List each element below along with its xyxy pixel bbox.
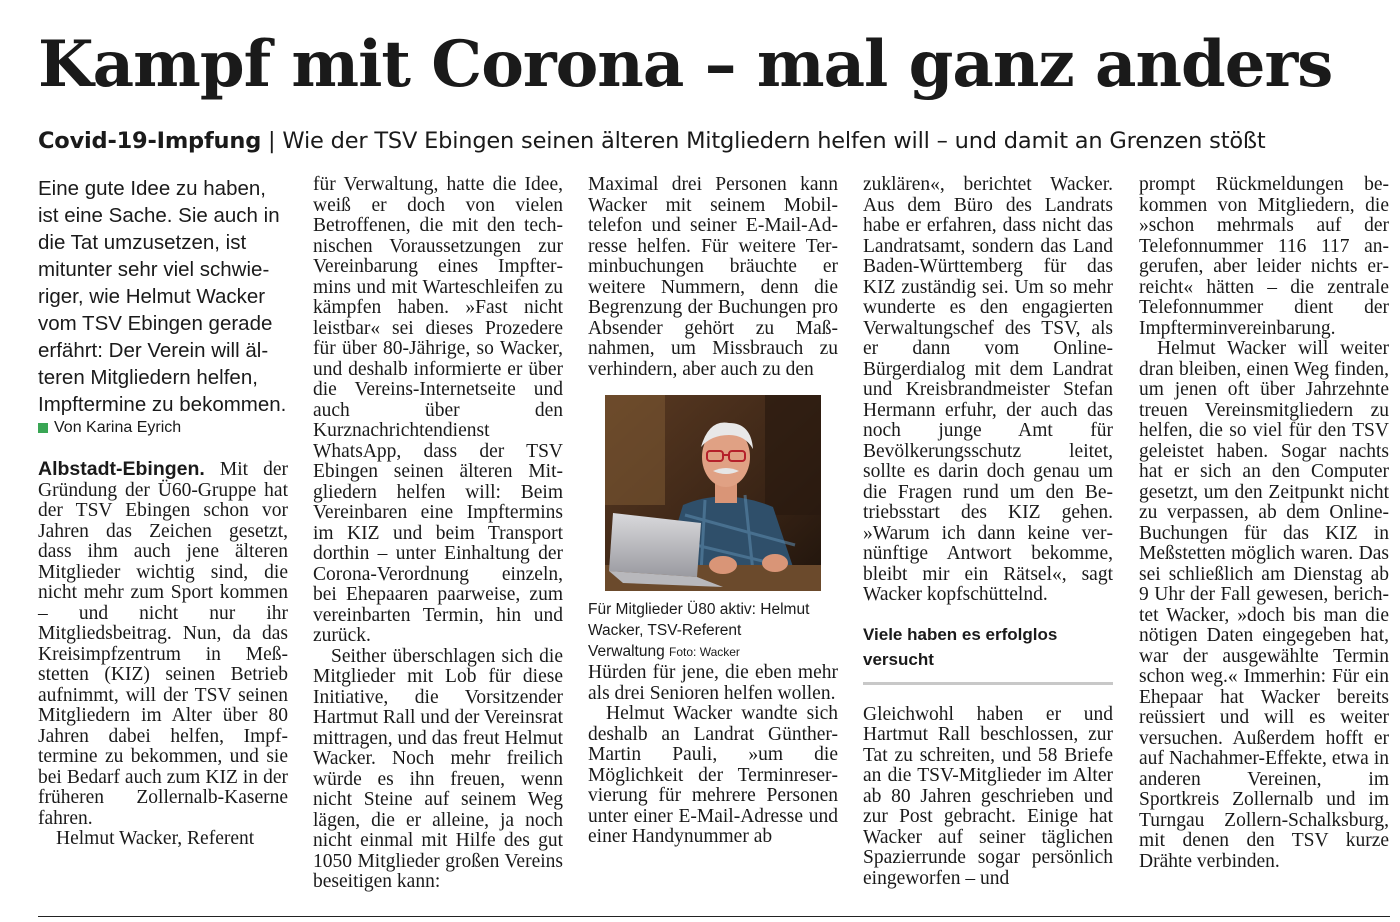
body-paragraph: Helmut Wacker wandte sich deshalb an Landrat Günther-Martin Pauli, »um die Möglichkeit der Terminreservierung für mehrere Personen unter einer E-Mail-Adresse und einer Handynummer ab — [588, 703, 838, 847]
bottom-rule — [38, 916, 1390, 917]
lead-paragraph: Eine gute Idee zu haben, ist eine Sache. Sie auch in die Tat umzusetzen, ist mitunter sehr viel schwieriger, wie Helmut Wacker vom TSV Ebingen gerade erfährt: Der Verein will älteren Mitgliedern helfen, Impftermine zu bekommen. — [38, 177, 287, 416]
photo — [605, 395, 821, 591]
column-1 — [38, 175, 288, 850]
caption-text: Für Mitglieder Ü80 aktiv: Helmut Wacker, TSV-Referent Verwaltung — [588, 601, 810, 660]
subheading-rule — [863, 682, 1113, 685]
subline-text: Wie der TSV Ebingen seinen älteren Mitgliedern helfen will – und damit an Grenzen stößt — [282, 128, 1266, 154]
photo-credit: Foto: Wacker — [669, 645, 740, 659]
headline: Kampf mit Corona – mal ganz anders — [38, 27, 1333, 102]
body-paragraph: Helmut Wacker will weiter dran bleiben, einen Weg finden, um jenen oft über Jahrzehnte treuen Vereinsmitgliedern zu helfen, die so viel für den TSV geleistet haben. Sogar nachts hat er sich an den Computer gesetzt, um den Zeitpunkt nicht zu verpassen, ab dem Online-Buchungen für das KIZ in Meßstetten möglich waren. Das sei schließlich am Dienstag ab 9 Uhr der Fall gewesen, berichtet Wacker, »doch bis man die nötigen Daten eingegeben hat, war der ausgewählte Termin schon weg.« Immerhin: Für ein Ehepaar hat Wacker bereits reüssiert und will es weiter versuchen. Außerdem hofft er auf Nachahmer-Effekte, etwa in anderen Vereinen, im Sportkreis Zollernalb und im Turngau Zollern-Schalksburg, mit denen den TSV kurze Drähte verbinden. — [1139, 338, 1389, 872]
dateline: Albstadt-Ebingen. — [38, 458, 205, 480]
byline-author: Von Karina Eyrich — [54, 419, 182, 436]
subheading: Viele haben es erfolglos versucht — [863, 624, 1058, 669]
column-3 — [588, 175, 838, 848]
green-square-icon — [38, 423, 48, 433]
subline-separator: | — [261, 128, 283, 154]
column-4 — [863, 175, 1113, 889]
body-paragraph: zuklären«, berichtet Wacker. Aus dem Büro des Landrats habe er erfahren, dass nicht das Landratsamt, sondern das Land Baden-Württemberg für das KIZ zuständig sei. Um so mehr wunderte es den engagierten Verwaltungschef des TSV, als er dann vom Online-Bürgerdialog mit dem Landrat und Kreisbrandmeister Stefan Hermann erfuhr, der auch das noch junge Amt für Bevölkerungsschutz leitet, sollte es darin doch genau um die Fragen rund um den Betriebsstart des KIZ gehen. »Warum ich dann keine vernünftige Antwort bekomme, bleibt mir ein Rätsel«, sagt Wacker kopfschüttelnd. — [863, 174, 1113, 605]
body-paragraph: Hürden für jene, die eben mehr als drei Senioren helfen wollen. — [588, 662, 838, 704]
body-text: Mit der Gründung der Ü60-Gruppe hat der TSV Ebingen schon vor Jahren das Zeichen gesetzt, dass ihm auch jene älteren Mitglieder wichtig sind, die nicht mehr zum Sport kommen – und nicht nur ihr Mitgliedsbeitrag. Nun, da das Kreisimpfzentrum in Meßstetten (KIZ) seinen Betrieb aufnimmt, will der TSV seinen Mitgliedern im Alter über 80 Jahren dabei helfen, Impftermine zu bekommen, und sie bei Bedarf auch zum KIZ in der früheren Zollernalb-Kaserne fahren. — [38, 459, 288, 829]
column-2 — [313, 175, 563, 893]
body-paragraph: Seither überschlagen sich die Mitglieder mit Lob für diese Initiative, die Vorsitzender Hartmut Rall und der Vereinsrat mittragen, und das freut Helmut Wacker. Noch mehr freilich würde es ihn freuen, wenn nicht Steine auf seinem Weg lägen, die er alleine, ja noch nicht einmal mit Hilfe des gut 1050 Mitglieder großen Vereins beseitigen kann: — [313, 645, 563, 892]
body-paragraph: Gleichwohl haben er und Hartmut Rall beschlossen, zur Tat zu schreiten, und 58 Briefe an die TSV-Mitglieder im Alter ab 80 Jahren geschrieben und zur Post gebracht. Einige hat Wacker auf seiner täglichen Spazierrunde sogar persönlich eingeworfen – und — [863, 703, 1113, 889]
body-paragraph: Maximal drei Personen kann Wacker mit seinem Mobiltelefon und seiner E-Mail-Adresse helfen. Für weitere Terminbuchungen bräuchte er weitere Nummern, denn die Begrenzung der Buchungen pro Absender gehört zu Maßnahmen, um Missbrauch zu verhindern, aber auch zu den — [588, 174, 838, 380]
byline — [38, 418, 288, 438]
subline — [38, 124, 1383, 158]
photo-caption — [588, 599, 818, 663]
body-paragraph: für Verwaltung, hatte die Idee, weiß er doch von vielen Betroffenen, die mit den technischen Voraussetzungen zur Vereinbarung eines Impftermins und mit Warteschleifen zu kämpfen haben. »Fast nicht leistbar« sei dieses Prozedere für über 80-Jährige, so Wacker, und deshalb informierte er über die Vereins-Internetseite und auch über den Kurznachrichtendienst WhatsApp, dass der TSV Ebingen seinen älteren Mitgliedern helfen will: Beim Vereinbaren eine Impftermins im KIZ und beim Transport dorthin – unter Einhaltung der Corona-Verordnung einzeln, bei Ehepaaren paarweise, zum vereinbarten Termin, hin und zurück. — [313, 174, 563, 646]
photo-man-with-laptop — [605, 395, 821, 591]
body-paragraph: Helmut Wacker, Referent — [56, 828, 255, 849]
column-5 — [1139, 175, 1389, 872]
body-paragraph: prompt Rückmeldungen bekommen von Mitgliedern, die »schon mehrmals auf der Telefonnummer 116 117 angerufen, aber leider nichts erreicht« hätten – die zentrale Telefonnummer dient der Impfterminvereinbarung. — [1139, 174, 1389, 339]
subline-kicker: Covid-19-Impfung — [38, 128, 262, 154]
body-paragraph — [38, 459, 288, 829]
